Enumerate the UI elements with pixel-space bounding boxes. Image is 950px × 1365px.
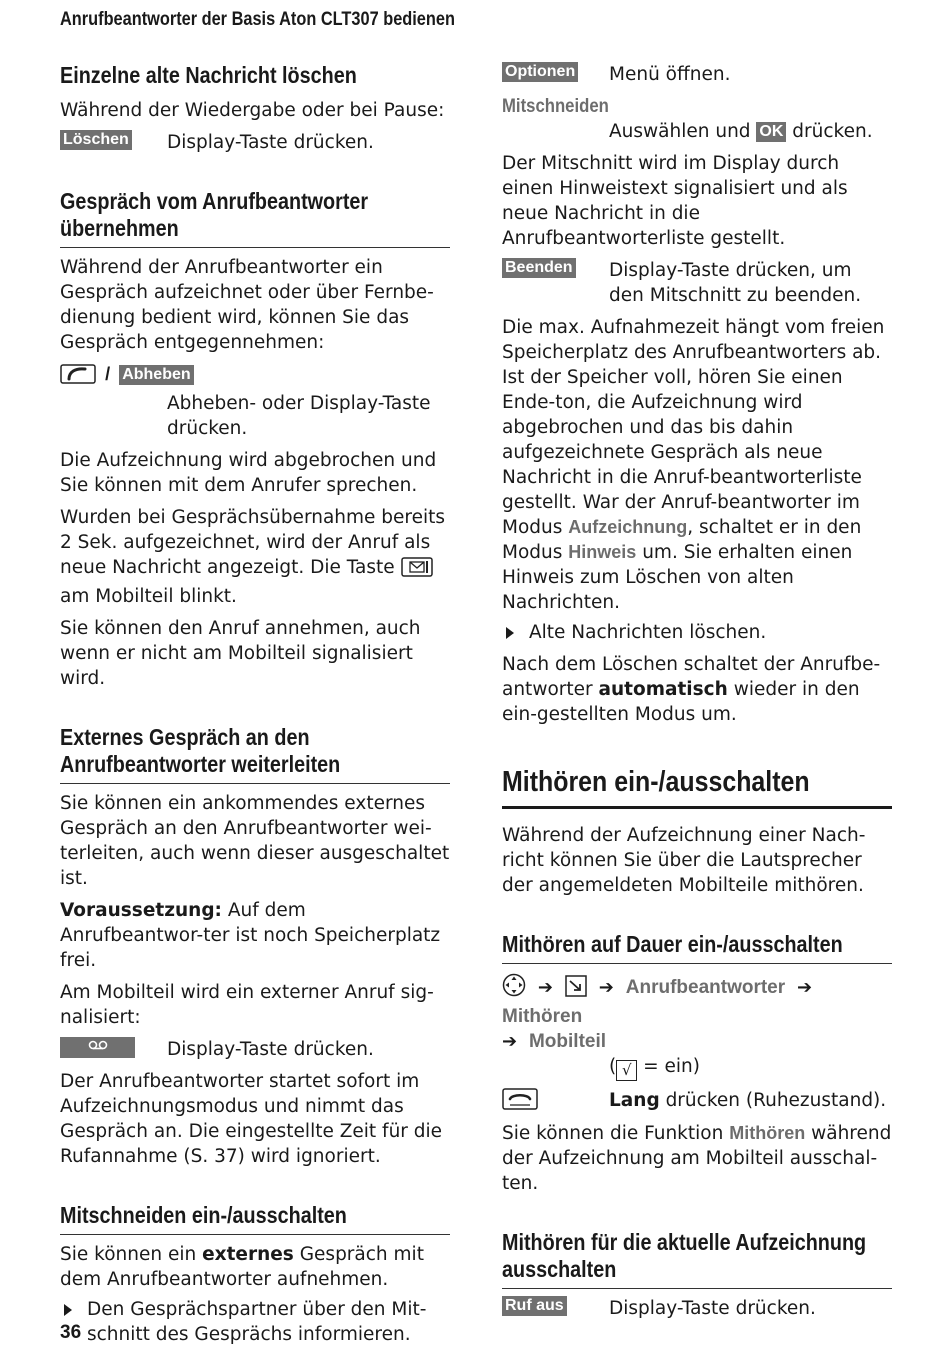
- paragraph: Sie können ein ankommendes externes Gespräch an den Anrufbeantworter wei-terleiten, auch wenn dieser ausgeschaltet ist.: [60, 793, 450, 889]
- paragraph: Nach dem Löschen schaltet der Anrufbe-antworter automatisch wieder in den ein-gestellten Modus um.: [502, 654, 881, 725]
- end-call-key-icon[interactable]: [502, 1088, 538, 1114]
- paragraph: Der Mitschnitt wird im Display durch einen Hinweistext signalisiert und als neue Nachricht in die Anrufbeantworterliste gestellt.: [502, 153, 848, 249]
- paragraph: Während der Wiedergabe oder bei Pause:: [60, 100, 445, 121]
- softkey-loeschen[interactable]: Löschen: [60, 130, 132, 150]
- paragraph: Während der Anrufbeantworter ein Gespräch aufzeichnet oder über Fernbe-dienung bedient wird, können Sie das Gespräch entgegennehmen:: [60, 257, 434, 353]
- softkey-optionen[interactable]: Optionen: [502, 62, 578, 82]
- menu-path: ➔ ➔ Anrufbeantworter ➔ Mithören ➔ Mobilteil: [502, 973, 892, 1054]
- instruction-row: [502, 62, 892, 87]
- right-column: [502, 62, 892, 1321]
- instruction-text: Display-Taste drücken.: [167, 132, 374, 153]
- handset-lift-icon[interactable]: [60, 364, 96, 391]
- instruction-text: Lang drücken (Ruhezustand).: [609, 1090, 887, 1111]
- ok-key[interactable]: OK: [756, 122, 786, 142]
- paragraph: Am Mobilteil wird ein externer Anruf sig-nalisiert:: [60, 982, 434, 1028]
- instruction-row: [60, 1037, 450, 1062]
- instruction-text: Display-Taste drücken, um den Mitschnitt zu beenden.: [609, 260, 862, 306]
- instruction-text: Menü öffnen.: [609, 64, 731, 85]
- softkey-beenden[interactable]: Beenden: [502, 258, 576, 278]
- softkey-ruf-aus[interactable]: Ruf aus: [502, 1296, 567, 1316]
- tape-icon: [88, 1039, 108, 1053]
- menu-item-anrufbeantworter[interactable]: Anrufbeantworter: [625, 977, 786, 998]
- left-column: [60, 62, 450, 1347]
- heading-recording-on-off: Mitschneiden ein-/ausschalten: [60, 1202, 450, 1235]
- instruction-text: Auswählen und OK drücken.: [609, 121, 873, 142]
- instruction-row: [502, 1296, 892, 1321]
- heading-take-over-call: Gespräch vom Anrufbeantworter übernehmen: [60, 188, 450, 248]
- instruction-text: Abheben- oder Display-Taste drücken.: [167, 393, 431, 439]
- instruction-row: / Abheben: [60, 362, 450, 391]
- instruction-row: [60, 130, 450, 155]
- mode-aufzeichnung: Aufzeichnung: [568, 517, 688, 537]
- heading-listen-in: Mithören ein-/ausschalten: [502, 765, 892, 809]
- paragraph: Sie können ein externes Gespräch mit dem Anrufbeantworter aufnehmen.: [60, 1244, 424, 1290]
- checkbox-icon[interactable]: √: [616, 1060, 637, 1081]
- paragraph: Sie können den Anruf annehmen, auch wenn er nicht am Mobilteil signalisiert wird.: [60, 618, 421, 689]
- heading-listen-in-permanent: Mithören auf Dauer ein-/ausschalten: [502, 931, 892, 964]
- navigation-key-icon[interactable]: [502, 973, 526, 1004]
- paragraph: Sie können die Funktion Mithören während der Aufzeichnung am Mobilteil ausschal-ten.: [502, 1123, 892, 1194]
- bullet-item: Den Gesprächspartner über den Mit-schnitt des Gesprächs informieren.: [60, 1297, 450, 1347]
- paragraph: Die Aufzeichnung wird abgebrochen und Sie können mit dem Anrufer sprechen.: [60, 450, 437, 496]
- menu-item-mithoeren[interactable]: Mithören: [502, 1006, 583, 1027]
- softkey-abheben[interactable]: Abheben: [119, 365, 193, 385]
- paragraph: Die max. Aufnahmezeit hängt vom freien Speicherplatz des Anrufbeantworters ab. Ist der Speicher voll, hören Sie einen Ende-ton, die Aufzeichnung wird abgebrochen und das bis dahin aufgezeichnete Gespräch als neue Nachricht in die Anruf-beantworterliste gestellt. War der Anruf-beantworter im Modus Aufzeichnung, schaltet er in den Modus Hinweis um. Sie erhalten einen Hinweis zum Löschen von alten Nachrichten.: [502, 317, 885, 613]
- paragraph: Wurden bei Gesprächsübernahme bereits 2 Sek. aufgezeichnet, wird der Anruf als neue Nachricht angezeigt. Die Taste am Mobilteil blinkt.: [60, 507, 446, 607]
- menu-item-mitschneiden[interactable]: Mitschneiden: [502, 96, 609, 117]
- menu-item-mobilteil[interactable]: Mobilteil: [528, 1031, 607, 1052]
- paragraph: Voraussetzung: Auf dem Anrufbeantwor-ter ist noch Speicherplatz frei.: [60, 900, 441, 971]
- mode-hinweis: Hinweis: [568, 542, 637, 562]
- paragraph: Der Anrufbeantworter startet sofort im Aufzeichnungsmodus und nimmt das Gespräch an. Die eingestellte Zeit für die Rufannahme (S. 37) wird ignoriert.: [60, 1071, 443, 1167]
- instruction-text: Display-Taste drücken.: [609, 1298, 816, 1319]
- mode-mithoeren: Mithören: [729, 1123, 806, 1143]
- heading-listen-in-current: Mithören für die aktuelle Aufzeichnung ausschalten: [502, 1229, 892, 1289]
- page-number: 36: [60, 1322, 82, 1343]
- instruction-row: [502, 258, 892, 308]
- paragraph: Während der Aufzeichnung einer Nach-richt können Sie über die Lautsprecher der angemeldeten Mobilteile mithören.: [502, 825, 866, 896]
- heading-delete-single-message: Einzelne alte Nachricht löschen: [60, 62, 357, 88]
- answering-machine-softkey[interactable]: [60, 1037, 135, 1058]
- answering-machine-menu-icon[interactable]: [565, 975, 587, 1004]
- running-header: Anrufbeantworter der Basis Aton CLT307 bedienen: [60, 9, 455, 30]
- instruction-row: [502, 1088, 892, 1114]
- heading-forward-external-call: Externes Gespräch an den Anrufbeantworter weiterleiten: [60, 724, 450, 784]
- bullet-item: Alte Nachrichten löschen.: [502, 620, 892, 645]
- message-key-icon: [401, 557, 433, 584]
- checkbox-note: ( √ = ein): [609, 1056, 700, 1079]
- instruction-text: Display-Taste drücken.: [167, 1039, 374, 1060]
